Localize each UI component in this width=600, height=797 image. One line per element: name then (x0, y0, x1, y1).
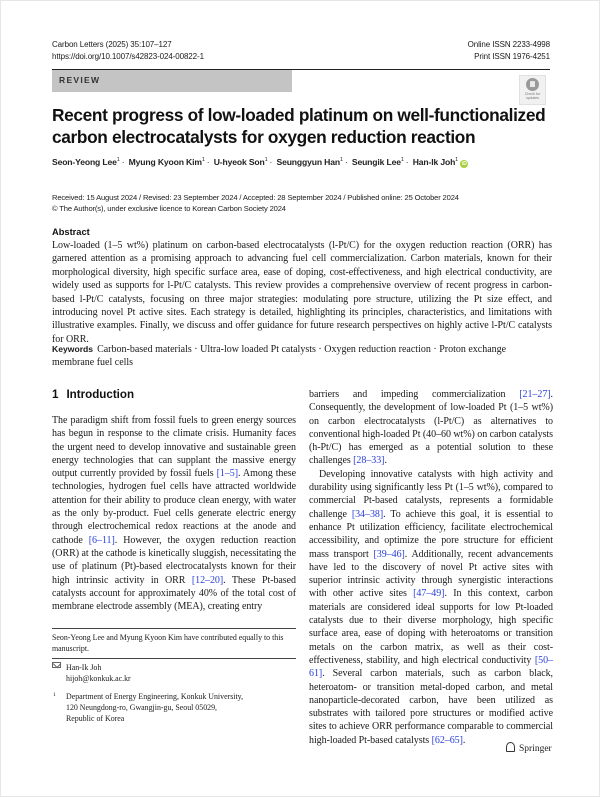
keywords (52, 343, 522, 370)
citation-link[interactable]: [21–27] (519, 389, 551, 400)
abstract-heading: Abstract (52, 227, 90, 237)
citation-link[interactable]: [34–38] (351, 508, 384, 520)
author[interactable]: Seunggyun Han$^1$ (276, 157, 343, 167)
header-left (52, 39, 204, 63)
affiliation (52, 691, 296, 724)
paragraph: The paradigm shift from fossil fuels to green energy sources has begun in response to the climate crisis. Humanity faces the urgent need to develop innovative and sustainable green energy technologies that can supplant the massive energy output currently provided by fossil fuels [1–5]. Among these technologies, hydrogen fuel cells have attracted worldwide attention for their ability to produce clean energy, with water as the only by-product. Fuel cells generate electric energy through electrochemical redox reactions at the anode and cathode [6–11]. However, the oxygen reduction reaction (ORR) at the cathode is kinetically sluggish, necessitating the use of platinum (Pt)-based electrocatalysts known for their high intrinsic activity in ORR [12–20]. These Pt-based catalysts account for approximately 40% of the total cost of membrane electrode assembly (MEA), creating entry (52, 415, 296, 613)
paragraph: barriers and impeding commercialization [21–27]. Consequently, the development of low-loaded Pt (1–5 wt%) on carbon electrocatalysts (l-Pt/C) as alternatives to conventional high-loaded Pt (40–60 wt%) on carbon catalysts (h-Pt/C) has emerged as a potential solution to these challenges [28–33]. (309, 389, 553, 467)
body-column-right (309, 388, 553, 747)
footnote-rule (52, 658, 296, 659)
author[interactable]: Han-Ik Joh$^1$ (412, 157, 459, 167)
body-column-left (52, 414, 296, 613)
corresponding-author (52, 662, 296, 684)
footnote-rule (52, 628, 296, 629)
corresponding-email[interactable]: hijoh@konkuk.ac.kr (66, 674, 131, 683)
header-right (468, 39, 550, 63)
check-for-updates-button[interactable] (519, 75, 546, 105)
dates-line: Received: 15 August 2024 / Revised: 23 September 2024 / Accepted: 28 September 2024 / Published online: 25 October 2024 (52, 193, 459, 202)
bookmark-icon (526, 78, 539, 91)
citation-link[interactable]: [1–5] (216, 468, 239, 480)
section-number: 1 (52, 388, 59, 401)
envelope-icon (52, 662, 61, 668)
citation-link[interactable]: [28–33] (353, 455, 385, 467)
author[interactable]: U-hyeok Son$^1$ (213, 157, 268, 167)
citation-link[interactable]: [39–46] (373, 548, 405, 560)
affiliation-line: Republic of Korea (66, 714, 125, 723)
print-issn: Print ISSN 1976-4251 (474, 52, 550, 61)
citation-link[interactable]: [62–65] (431, 734, 463, 746)
paper-title: Recent progress of low-loaded platinum on well-functionalized carbon electrocatalysts for oxygen reduction reaction (52, 105, 546, 147)
affiliation-line: Department of Energy Engineering, Konkuk University, (66, 692, 244, 701)
author[interactable]: Seon-Yeong Lee$^1$ (52, 157, 120, 167)
author[interactable]: Myung Kyoon Kim$^1$ (128, 157, 205, 167)
author[interactable]: Seungik Lee$^1$ (351, 157, 404, 167)
keywords-label: Keywords (52, 344, 94, 354)
copyright-line: © The Author(s), under exclusive licence to Korean Carbon Society 2024 (52, 204, 286, 213)
citation-link[interactable]: [47–49] (413, 588, 445, 600)
keywords-text: Carbon-based materials · Ultra-low loaded Pt catalysts · Oxygen reduction reaction · Proton exchange membrane fuel cells (52, 344, 507, 369)
footnote-equal-contribution: Seon-Yeong Lee and Myung Kyoon Kim have contributed equally to this manuscript. (52, 633, 284, 653)
section-title: Introduction (66, 388, 135, 401)
abstract-text: Low-loaded (1–5 wt%) platinum on carbon-based electrocatalysts (l-Pt/C) for the oxygen reduction reaction (ORR) has garnered attention as a promising approach to advancing fuel cell commercialization. Carbon materials, known for their morphological diversity, high specific surface area, ease of doping, cost-effectiveness, and high electrical conductivity, are widely used as supports for l-Pt/C catalysts. This review provides a comprehensive overview of recent progress in carbon-based l-Pt/C catalysts, focusing on three major strategies: modulating pore structure, utilizing the Pt size effect, and introducing novel Pt active sites. Each strategy is detailed, highlighting its principles, characteristics, and limitations with illustrative examples. Finally, we discuss and offer guidance for future research perspectives on highly active l-Pt/C catalysts for ORR. (52, 240, 552, 345)
citation-link[interactable]: [12–20] (191, 574, 224, 586)
citation-link[interactable]: [50–61] (309, 654, 553, 680)
affiliation-mark: 1 (53, 692, 56, 698)
paragraph: Developing innovative catalysts with high activity and durability using significantly less Pt (1–5 wt%), compared to commercial Pt-based catalysts, represents a formidable challenge [34–38]. To achieve this goal, it is essential to enhance Pt utilization efficiency, facilitate electrochemical accessibility, and optimize the pore structure for efficient mass transport [39–46]. Additionally, recent advancements have led to the discovery of novel Pt active sites with superior intrinsic activity through synergistic interactions with other active sites [47–49]. In this context, carbon materials are considered ideal supports for low Pt-loaded catalysts due to their diverse morphology, high specific surface area, ease of doping with heteroatoms or transition metals on the carbon matrix, as well as their cost-effectiveness, stability, and high electrical conductivity [50–61]. Several carbon materials, such as carbon black, heteroatom- or transition metal-doped carbon, and metal nanoparticle-decorated carbon, have been utilized as substrates with tailored pore structures or modified active sites to achieve ORR performance comparable to commercial high-loaded Pt-based catalysts [62–65]. (309, 468, 554, 746)
check-updates-line2: updates (526, 96, 539, 100)
corresponding-name: Han-Ik Joh (66, 663, 102, 672)
section-heading (52, 388, 134, 401)
springer-horse-icon (506, 742, 515, 752)
publisher-logo (506, 742, 552, 754)
orcid-icon[interactable]: iD (461, 161, 467, 167)
author-list: Seon-Yeong Lee$^1$ · Myung Kyoon Kim$^1$ · U-hyeok Son$^1$ · Seunggyun Han$^1$ · Seungik Lee$^1$ · Han-Ik Joh$^1$ iD (52, 157, 467, 167)
check-updates-line1: Check for (524, 92, 541, 96)
online-issn: Online ISSN 2233-4998 (467, 40, 550, 49)
doi-link[interactable]: https://doi.org/10.1007/s42823-024-00822-1 (52, 52, 204, 61)
publisher-name: Springer (519, 744, 552, 754)
affiliation-line: 120 Neungdong-ro, Gwangjin-gu, Seoul 05029, (66, 703, 218, 712)
article-type-label: REVIEW (59, 75, 101, 85)
publication-history (52, 192, 459, 214)
article-type-bar (52, 70, 292, 92)
citation-link[interactable]: [6–11] (88, 534, 115, 546)
journal-citation: Carbon Letters (2025) 35:107–127 (52, 40, 172, 49)
